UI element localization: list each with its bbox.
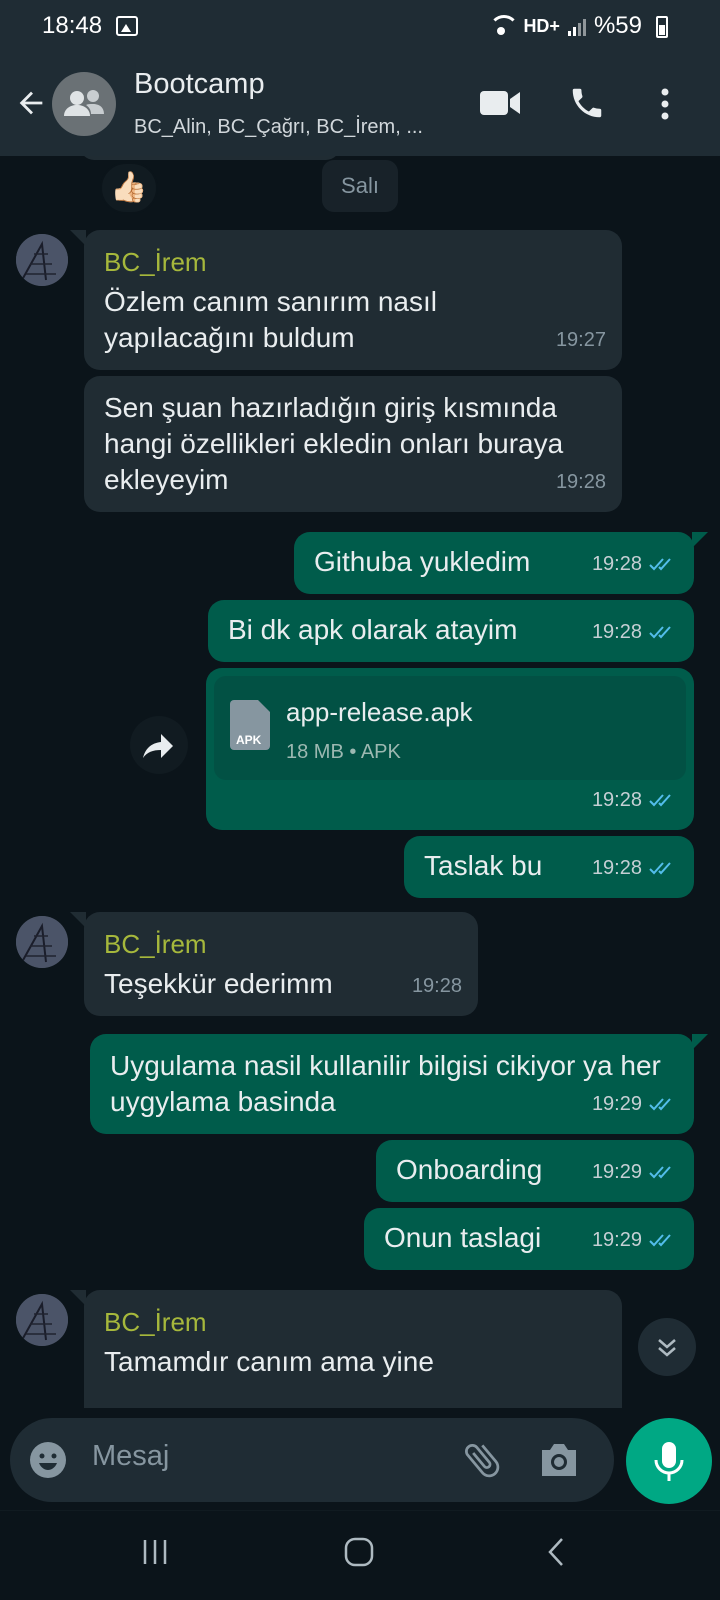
forward-icon [130,716,188,774]
signal-icon [568,16,586,36]
file-attachment-card[interactable] [214,676,686,780]
message-meta [592,1222,678,1258]
forward-button[interactable] [130,716,188,774]
message-text: Sen şuan hazırladığın giriş kısmında hangi özellikleri ekledin onları buraya ekleyeyim [104,392,564,495]
message-bubble-out[interactable] [364,1208,694,1270]
sender-avatar[interactable] [16,916,68,968]
message-meta [592,546,678,582]
file-meta: 18 MB • APK [286,741,401,763]
voice-record-button[interactable] [626,1418,712,1504]
date-chip: Salı [322,160,398,212]
system-nav-bar [0,1510,720,1600]
file-message-bubble[interactable] [206,668,694,830]
message-bubble-out[interactable] [404,836,694,898]
battery-percent: %59 [593,12,642,39]
message-bubble-in[interactable] [84,376,622,512]
recent-apps-icon[interactable] [140,1537,170,1567]
message-bubble-out[interactable] [208,600,694,662]
status-time: 18:48 [42,12,103,39]
read-receipt-icon [648,860,678,876]
read-receipt-icon [648,1232,678,1248]
reaction-badge[interactable]: 👍🏻 [100,162,158,214]
message-text: Githuba yukledim [314,546,531,577]
group-icon [52,72,116,136]
scroll-to-bottom-button[interactable] [638,1318,696,1376]
message-meta [592,850,678,886]
battery-icon [656,16,668,38]
message-bubble-in[interactable] [84,1290,622,1408]
message-text: Taslak bu [424,850,543,881]
sender-avatar[interactable] [16,1294,68,1346]
message-time: 19:27 [555,329,606,351]
message-composer[interactable] [10,1418,614,1502]
avatar-image [16,916,68,968]
message-text: Tamamdır canım ama yine [104,1346,434,1377]
message-text: Onun taslagi [384,1222,542,1253]
read-receipt-icon [648,1096,678,1112]
emoji-icon[interactable] [28,1440,68,1480]
video-call-icon[interactable] [478,88,522,118]
message-text: Uygulama nasil kullanilir bilgisi cikiyor ya her uygylama basinda [110,1050,661,1117]
message-time: 19:29 [591,1093,642,1115]
message-input[interactable]: Mesaj [92,1440,170,1472]
message-bubble-in[interactable] [84,230,622,370]
attach-icon[interactable] [460,1438,504,1482]
message-meta [592,782,678,818]
message-meta [556,322,606,358]
home-icon[interactable] [342,1535,376,1569]
sender-avatar[interactable] [16,234,68,286]
gallery-notification-icon [116,16,138,36]
file-name: app-release.apk [286,697,473,727]
message-text: Bi dk apk olarak atayim [228,614,518,645]
message-time: 19:29 [591,1161,642,1183]
double-chevron-down-icon [638,1318,696,1376]
status-bar [0,0,720,52]
microphone-icon [626,1418,712,1504]
message-meta [556,464,606,500]
read-receipt-icon [648,1164,678,1180]
group-title[interactable]: Bootcamp [134,68,265,100]
message-meta [412,968,462,1004]
more-options-icon[interactable] [656,86,674,122]
message-time: 19:28 [555,471,606,493]
back-nav-icon[interactable] [544,1535,568,1569]
message-text: Özlem canım sanırım nasıl yapılacağını buldum [104,286,437,353]
read-receipt-icon [648,624,678,640]
message-time: 19:28 [591,857,642,879]
message-bubble-in[interactable] [84,912,478,1016]
camera-icon[interactable] [538,1440,580,1480]
wifi-icon [487,15,515,37]
message-sender: BC_İrem [104,247,207,277]
group-members[interactable]: BC_Alin, BC_Çağrı, BC_İrem, ... [134,116,423,138]
message-bubble-out[interactable] [294,532,694,594]
status-icons [487,12,642,40]
chat-header [0,52,720,156]
message-sender: BC_İrem [104,1307,207,1337]
avatar-image [16,234,68,286]
prev-message-fragment [80,156,340,160]
back-arrow-icon[interactable] [14,86,48,120]
message-meta [592,1086,678,1122]
message-time: 19:28 [591,621,642,643]
message-bubble-out[interactable] [90,1034,694,1134]
read-receipt-icon [648,792,678,808]
message-list[interactable] [0,156,720,1408]
message-sender: BC_İrem [104,929,207,959]
read-receipt-icon [648,556,678,572]
message-meta [592,614,678,650]
message-time: 19:28 [591,553,642,575]
network-type-label: HD+ [523,15,560,36]
file-icon-label: APK [236,733,262,747]
message-text: Teşekkür ederimm [104,968,333,999]
avatar-image [16,1294,68,1346]
message-meta [592,1154,678,1190]
message-time: 19:29 [591,1229,642,1251]
group-avatar[interactable] [52,72,116,136]
message-time: 19:28 [591,789,642,811]
message-text: Onboarding [396,1154,543,1185]
message-time: 19:28 [411,975,462,997]
voice-call-icon[interactable] [568,84,606,122]
message-bubble-out[interactable] [376,1140,694,1202]
